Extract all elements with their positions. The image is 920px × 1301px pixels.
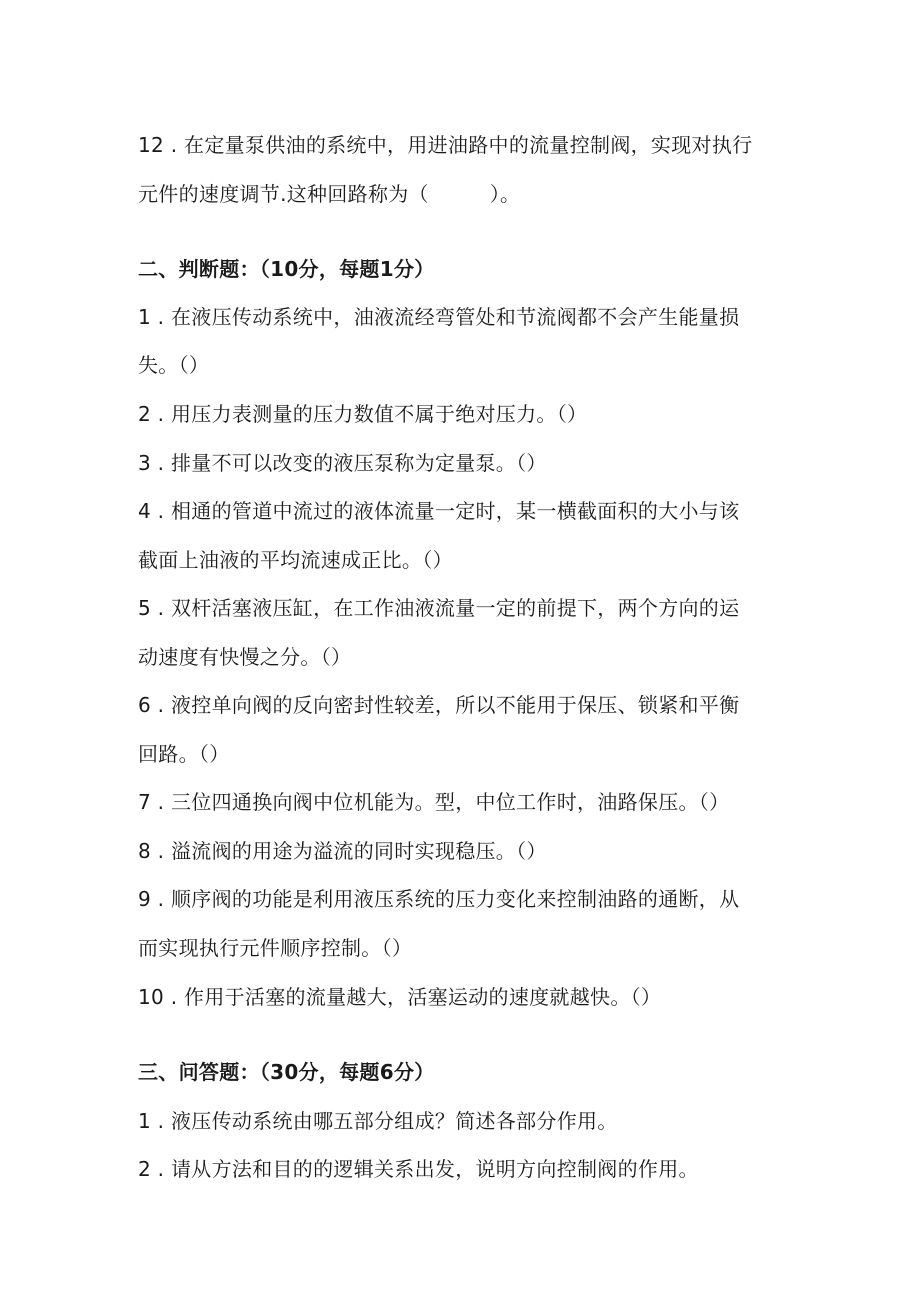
- tf-question-9-line-1: 9 . 顺序阀的功能是利用液压系统的压力变化来控制油路的通断，从: [138, 887, 740, 911]
- tf-question-9-line-2: 而实现执行元件顺序控制。（）: [138, 936, 413, 960]
- section-3-heading: 三、问答题：（30分，每题6分）: [138, 1060, 435, 1084]
- question-12-line-1: 12 . 在定量泵供油的系统中，用进油路中的流量控制阀，实现对执行: [138, 133, 753, 157]
- qa-question-1: 1 . 液压传动系统由哪五部分组成？简述各部分作用。: [138, 1109, 618, 1133]
- tf-question-5-line-2: 动速度有快慢之分。（）: [138, 645, 352, 669]
- tf-question-6-line-1: 6 . 液控单向阀的反向密封性较差，所以不能用于保压、锁紧和平衡: [138, 693, 740, 717]
- question-12-line-2: 元件的速度调节.这种回路称为（ ）。: [138, 182, 521, 206]
- tf-question-5-line-1: 5 . 双杆活塞液压缸，在工作油液流量一定的前提下，两个方向的运: [138, 596, 740, 620]
- tf-question-4-line-1: 4 . 相通的管道中流过的液体流量一定时，某一横截面积的大小与该: [138, 499, 740, 523]
- tf-question-4-line-2: 截面上油液的平均流速成正比。（）: [138, 548, 453, 572]
- section-2-heading: 二、判断题：（10分，每题1分）: [138, 257, 435, 281]
- tf-question-2: 2 . 用压力表测量的压力数值不属于绝对压力。（）: [138, 402, 588, 426]
- qa-question-2: 2 . 请从方法和目的的逻辑关系出发，说明方向控制阀的作用。: [138, 1157, 699, 1181]
- tf-question-10: 10 . 作用于活塞的流量越大，活塞运动的速度就越快。（）: [138, 985, 662, 1009]
- tf-question-8: 8 . 溢流阀的用途为溢流的同时实现稳压。（）: [138, 839, 547, 863]
- tf-question-6-line-2: 回路。（）: [138, 742, 230, 766]
- tf-question-7: 7 . 三位四通换向阀中位机能为。型，中位工作时，油路保压。（）: [138, 790, 730, 814]
- tf-question-3: 3 . 排量不可以改变的液压泵称为定量泵。（）: [138, 451, 547, 475]
- tf-question-1-line-2: 失。（）: [138, 353, 210, 377]
- tf-question-1-line-1: 1 . 在液压传动系统中，油液流经弯管处和节流阀都不会产生能量损: [138, 305, 740, 329]
